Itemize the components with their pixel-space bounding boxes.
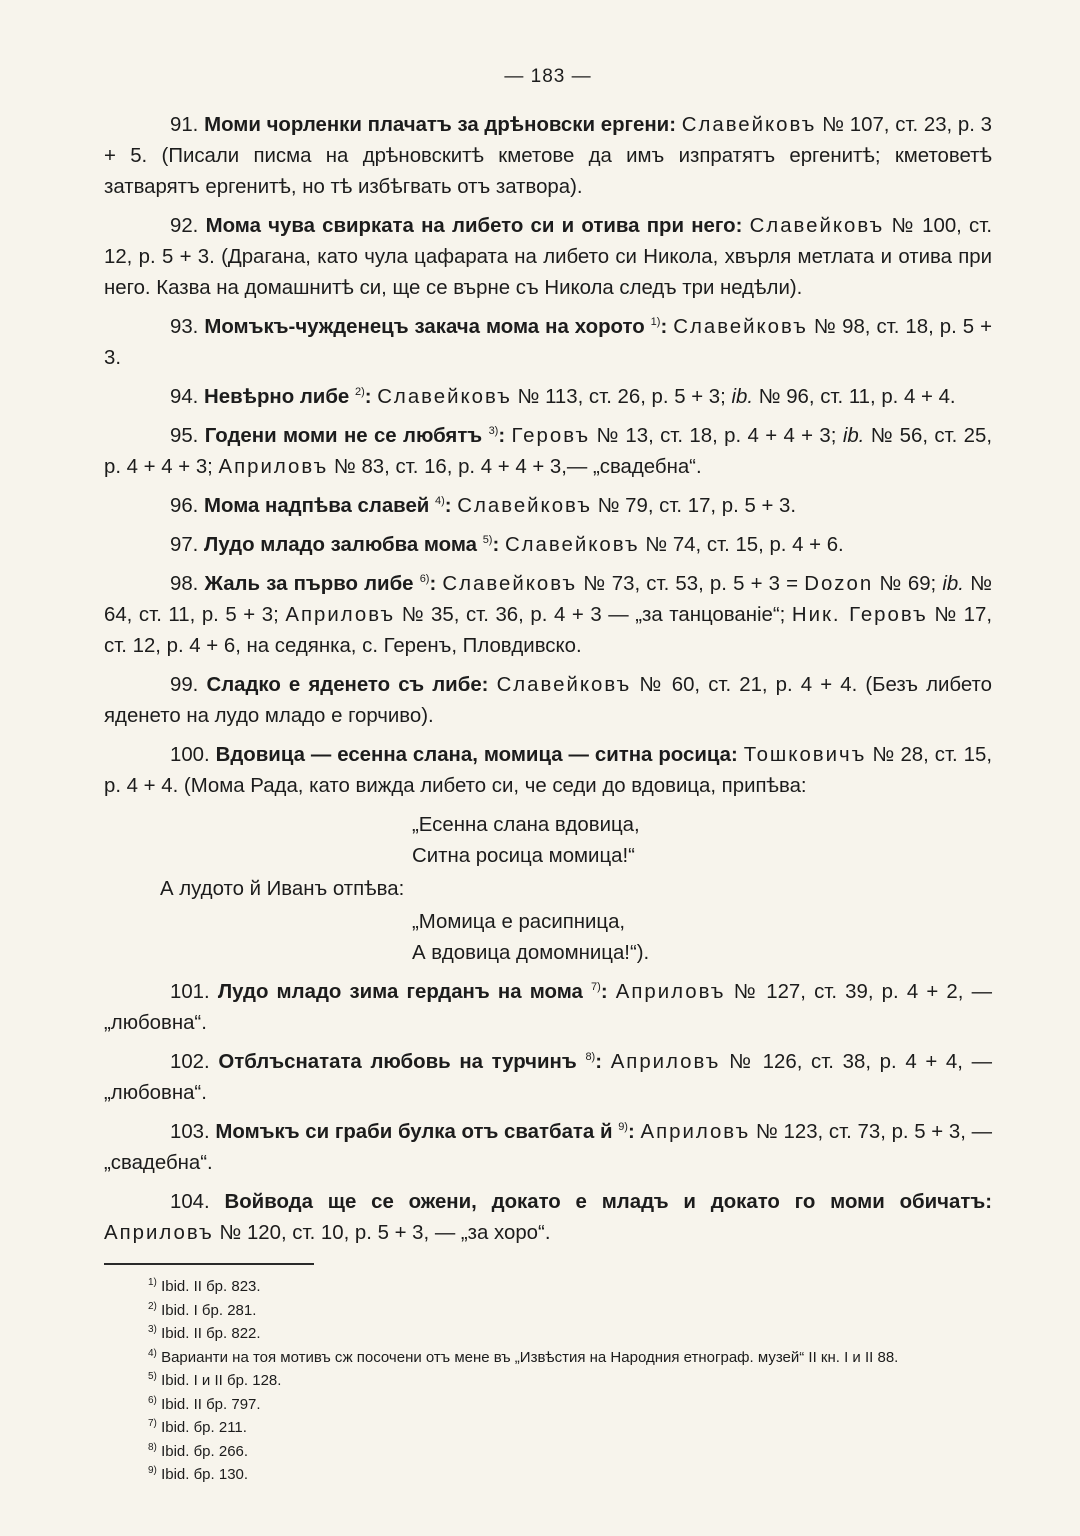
verse-intro: А лудото й Иванъ отпѣва: bbox=[160, 878, 405, 900]
entry-author-2: Априловъ bbox=[285, 604, 396, 626]
entry-reference-3: № 83, ст. 16, р. 4 + 4 + 3,— „свадебна“. bbox=[328, 456, 702, 478]
entry-reference: № 98, ст. 18, р. 5 + 3. bbox=[104, 316, 992, 369]
entry-number: 95. bbox=[170, 425, 199, 447]
entry-title: Сладко е яденето съ либе bbox=[206, 674, 482, 696]
footnote-number: 9) bbox=[148, 1465, 157, 1476]
footnote-text: Ibid. бр. 211. bbox=[156, 1419, 247, 1436]
entry-author-dozon: Dozon bbox=[804, 573, 874, 595]
entry-number: 93. bbox=[170, 316, 199, 338]
entry-author: Априловъ bbox=[615, 981, 726, 1003]
entry-title: Невѣрно либе bbox=[204, 386, 350, 408]
entry-95: 95. Годени моми не се любятъ $^{3)}$: Геровъ № 13, ст. 18, р. 4 + 4 + 3; ib. № 56, ст. 25, р. 4 + 4 + 3; Априловъ № 83, ст. 16, р. 4 + 4 + 3,— „свадебна“. bbox=[104, 425, 993, 478]
entry-reference: № 60, ст. 21, р. 4 + 4. (Безъ либето яденето на лудо младо е горчиво). bbox=[104, 674, 992, 727]
entry-title: Мома чува свирката на либето си и отива при него bbox=[205, 215, 736, 237]
entry-title: Лудо младо зима герданъ на мома bbox=[217, 981, 583, 1003]
entry-96: 96. Мома надпѣва славей $^{4)}$: Славейковъ № 79, ст. 17, р. 5 + 3. bbox=[170, 495, 797, 517]
footnote-number: 8) bbox=[148, 1441, 157, 1453]
entry-title: Отблъснатата любовь на турчинъ bbox=[218, 1051, 577, 1073]
footnote-mark: 1) bbox=[650, 316, 661, 328]
entry-title: Лудо младо залюбва мома bbox=[204, 534, 478, 556]
verse-line: А вдовица домомница!“). bbox=[412, 942, 650, 964]
footnote-mark: 2) bbox=[354, 386, 365, 398]
verse-line: „Есенна слана вдовица, bbox=[412, 814, 640, 836]
entry-reference: № 120, ст. 10, р. 5 + 3, — „за хоро“. bbox=[213, 1222, 551, 1244]
entry-title: Годени моми не се любятъ bbox=[204, 425, 483, 447]
entry-reference-4: № 35, ст. 36, р. 4 + 3 — „за танцованіе“; bbox=[395, 604, 792, 626]
verse-line: „Момица е расипница, bbox=[412, 911, 626, 933]
footnote-divider bbox=[104, 1263, 314, 1265]
footnote-mark: 4) bbox=[435, 495, 445, 507]
entry-reference: № 13, ст. 18, р. 4 + 4 + 3; bbox=[590, 425, 843, 447]
ibid-mark: ib. bbox=[842, 425, 865, 447]
footnote-7 bbox=[104, 1416, 992, 1440]
footnote-4 bbox=[104, 1346, 992, 1370]
footnote-text: Варианти на тоя мотивъ сж посочени отъ мене въ „Извѣстия на Народния етнограф. музей“ II кн. I и II 88. bbox=[156, 1348, 899, 1366]
entry-102: 102. Отблъснатата любовь на турчинъ $^{8)}$: Априловъ № 126, ст. 38, р. 4 + 4, — „любовна“. bbox=[104, 1051, 993, 1104]
entry-number: 103. bbox=[170, 1121, 210, 1143]
entry-number: 91. bbox=[170, 114, 199, 136]
entry-author: Славейковъ bbox=[442, 573, 578, 595]
page-number: — 183 — bbox=[504, 66, 592, 87]
footnote-5 bbox=[104, 1369, 992, 1393]
entry-author-2: Априловъ bbox=[218, 456, 329, 478]
entry-author: Славейковъ bbox=[457, 495, 592, 517]
entry-author: Славейковъ bbox=[681, 114, 817, 136]
entry-reference: № 126, ст. 38, р. 4 + 4, — „любовна“. bbox=[104, 1051, 993, 1104]
entry-author: Славейковъ bbox=[377, 386, 512, 408]
entry-101: 101. Лудо младо зима герданъ на мома $^{7)}$: Априловъ № 127, ст. 39, р. 4 + 2, — „любовна“. bbox=[104, 981, 992, 1034]
entry-number: 98. bbox=[170, 573, 199, 595]
entry-title: Войвода ще се ожени, докато е младъ и докато го моми обичатъ bbox=[224, 1191, 986, 1213]
footnote-mark: 9) bbox=[618, 1121, 628, 1133]
entry-reference: № 107, ст. 23, р. 3 + 5. (Писали писма на дрѣновскитѣ кметове да имъ изпратятъ ергенитѣ; кметоветѣ затварятъ ергенитѣ, но тѣ избѣгвать отъ затвора). bbox=[104, 114, 992, 198]
entry-number: 102. bbox=[170, 1051, 210, 1073]
entry-reference: № 123, ст. 73, р. 5 + 3, — „свадебна“. bbox=[104, 1121, 993, 1174]
footnote-number: 7) bbox=[148, 1418, 157, 1429]
footnote-mark: 3) bbox=[488, 425, 499, 437]
entry-number: 99. bbox=[170, 674, 199, 696]
footnote-6 bbox=[104, 1393, 992, 1417]
footnote-text: Ibid. II бр. 797. bbox=[156, 1395, 261, 1413]
footnote-1 bbox=[104, 1275, 992, 1299]
entry-number: 101. bbox=[170, 981, 210, 1003]
footnote-number: 5) bbox=[148, 1371, 157, 1382]
footnote-text: Ibid. I и II бр. 128. bbox=[156, 1372, 282, 1389]
entry-94: 94. Невѣрно либе $^{2)}$: Славейковъ № 113, ст. 26, р. 5 + 3; ib. № 96, ст. 11, р. 4 + 4. bbox=[170, 386, 956, 408]
verse-1 bbox=[412, 810, 992, 872]
entry-title: Моми чорленки плачатъ за дрѣновски ергени bbox=[204, 114, 670, 136]
verse-line: Ситна росица момица!“ bbox=[412, 845, 635, 867]
entry-reference: № 73, ст. 53, р. 5 + 3 = bbox=[577, 573, 805, 595]
entry-104: 104. Войвода ще се ожени, докато е младъ и докато го моми обичатъ: Априловъ № 120, ст. 10, р. 5 + 3, — „за хоро“. bbox=[104, 1191, 992, 1244]
entry-97: 97. Лудо младо залюбва мома $^{5)}$: Славейковъ № 74, ст. 15, р. 4 + 6. bbox=[170, 534, 844, 556]
entry-103: 103. Момъкъ си граби булка отъ сватбата й $^{9)}$: Априловъ № 123, ст. 73, р. 5 + 3, — „свадебна“. bbox=[104, 1121, 993, 1174]
footnote-text: Ibid. I бр. 281. bbox=[156, 1301, 257, 1319]
entry-reference: № 79, ст. 17, р. 5 + 3. bbox=[591, 495, 797, 517]
footnote-9 bbox=[104, 1463, 992, 1487]
ibid-mark: ib. bbox=[942, 573, 964, 595]
entry-reference-2: № 56, ст. 25, р. 4 + 4 + 3; bbox=[104, 425, 993, 478]
footnote-text: Ibid. бр. 130. bbox=[156, 1466, 249, 1483]
entry-author: Априловъ bbox=[610, 1051, 721, 1073]
footnotes bbox=[104, 1275, 992, 1487]
entry-number: 97. bbox=[170, 534, 199, 556]
footnote-8 bbox=[104, 1440, 992, 1464]
entry-number: 104. bbox=[170, 1191, 210, 1213]
entry-author: Априловъ bbox=[104, 1222, 214, 1244]
entry-reference: № 127, ст. 39, р. 4 + 2, — „любовна“. bbox=[104, 981, 992, 1034]
entry-author: Славейковъ bbox=[496, 674, 632, 696]
entry-reference: № 28, ст. 15, р. 4 + 4. (Мома Рада, като вижда либето си, че седи до вдовица, припѣва: bbox=[104, 744, 992, 797]
entry-author: Славейковъ bbox=[673, 316, 808, 338]
entry-title: Вдовица — есенна слана, момица — ситна росица bbox=[215, 744, 731, 766]
ibid-mark: ib. bbox=[731, 386, 754, 408]
entry-number: 94. bbox=[170, 386, 199, 408]
entry-99: 99. Сладко е яденето съ либе: Славейковъ № 60, ст. 21, р. 4 + 4. (Безъ либето яденето на лудо младо е горчиво). bbox=[104, 674, 992, 727]
entry-reference: № 74, ст. 15, р. 4 + 6. bbox=[639, 534, 844, 556]
footnote-number: 4) bbox=[148, 1347, 157, 1359]
entry-title: Жаль за първо либе bbox=[204, 573, 414, 595]
footnote-text: Ibid. II бр. 823. bbox=[156, 1278, 261, 1295]
entry-number: 100. bbox=[170, 744, 210, 766]
entry-title: Момъкъ си граби булка отъ сватбата й bbox=[215, 1121, 613, 1143]
entry-reference-5: № 17, ст. 12, р. 4 + 6, на седянка, с. Геренъ, Пловдивско. bbox=[104, 604, 993, 657]
entry-92: 92. Мома чува свирката на либето си и отива при него: Славейковъ № 100, ст. 12, р. 5 + 3. (Драгана, като чула цафарата на либето си Никола, хвърля метлата и отива при него. Казва на домашнитѣ си, ще се върне съ Никола следъ три недѣли). bbox=[104, 215, 992, 299]
footnote-mark: 7) bbox=[591, 981, 601, 993]
footnote-number: 3) bbox=[148, 1324, 157, 1335]
entry-reference-2: № 96, ст. 11, р. 4 + 4. bbox=[753, 386, 956, 408]
footnote-3 bbox=[104, 1322, 992, 1346]
entry-93: 93. Момъкъ-чужденецъ закача мома на хорото $^{1)}$: Славейковъ № 98, ст. 18, р. 5 + 3. bbox=[104, 316, 992, 369]
entry-author: Геровъ bbox=[511, 425, 591, 447]
footnote-number: 1) bbox=[148, 1277, 157, 1288]
entry-number: 96. bbox=[170, 495, 199, 517]
footnote-text: Ibid. II бр. 822. bbox=[156, 1325, 261, 1342]
footnote-mark: 8) bbox=[585, 1051, 596, 1063]
footnote-2 bbox=[104, 1299, 992, 1323]
entry-author: Априловъ bbox=[640, 1121, 751, 1143]
footnote-mark: 5) bbox=[482, 534, 493, 546]
footnote-number: 2) bbox=[148, 1300, 157, 1312]
entry-author-3: Ник. Геровъ bbox=[791, 604, 928, 626]
entry-reference: № 100, ст. 12, р. 5 + 3. (Драгана, като чула цафарата на либето си Никола, хвърля метлата и отива при него. Казва на домашнитѣ си, ще се върне съ Никола следъ три недѣли). bbox=[104, 215, 992, 299]
entry-title: Момъкъ-чужденецъ закача мома на хорото bbox=[204, 316, 645, 338]
entry-91: 91. Моми чорленки плачатъ за дрѣновски ергени: Славейковъ № 107, ст. 23, р. 3 + 5. (Писали писма на дрѣновскитѣ кметове да имъ изпратятъ ергенитѣ; кметоветѣ затварятъ ергенитѣ, но тѣ избѣгвать отъ затвора). bbox=[104, 114, 992, 198]
entry-reference-2: № 69; bbox=[873, 573, 943, 595]
verse-2 bbox=[412, 907, 992, 969]
entry-title: Мома надпѣва славей bbox=[204, 495, 430, 517]
entry-98: 98. Жаль за първо либе $^{6)}$: Славейковъ № 73, ст. 53, р. 5 + 3 = Dozon № 69; ib. № 64, ст. 11, р. 5 + 3; Априловъ № 35, ст. 36, р. 4 + 3 — „за танцованіе“; Ник. Геровъ № 17, ст. 12, р. 4 + 6, на седянка, с. Геренъ, Пловдивско. bbox=[104, 573, 993, 657]
entry-reference: № 113, ст. 26, р. 5 + 3; bbox=[511, 386, 732, 408]
footnote-number: 6) bbox=[148, 1394, 157, 1406]
entry-100: 100. Вдовица — есенна слана, момица — ситна росица: Тошковичъ № 28, ст. 15, р. 4 + 4. (Мома Рада, като вижда либето си, че седи до вдовица, припѣва: bbox=[104, 744, 992, 797]
footnote-text: Ibid. бр. 266. bbox=[156, 1442, 249, 1460]
entry-author: Славейковъ bbox=[749, 215, 885, 237]
entry-author: Тошковичъ bbox=[743, 744, 867, 766]
footnote-mark: 6) bbox=[419, 573, 430, 585]
entry-reference-3: № 64, ст. 11, р. 5 + 3; bbox=[104, 573, 992, 626]
entry-author: Славейковъ bbox=[504, 534, 640, 556]
entry-number: 92. bbox=[170, 215, 199, 237]
